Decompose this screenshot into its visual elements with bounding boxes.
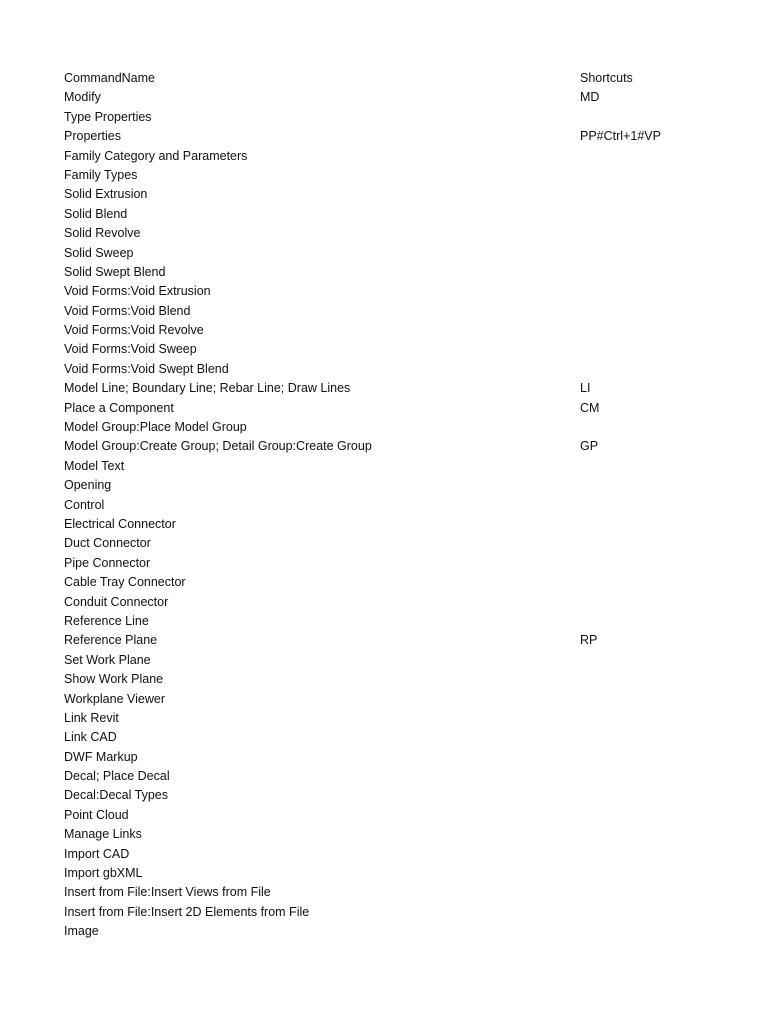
table-row (64, 690, 724, 709)
command-name-cell: Pipe Connector (64, 555, 151, 570)
command-name-cell: Model Group:Place Model Group (64, 420, 247, 435)
table-row (64, 554, 724, 573)
shortcut-cell: RP (580, 633, 598, 648)
table-row (64, 244, 724, 263)
command-name-cell: Control (64, 497, 105, 512)
command-name-cell: Solid Extrusion (64, 187, 148, 202)
table-row (64, 399, 724, 418)
table-row (64, 418, 724, 437)
table-row (64, 825, 724, 844)
table-row (64, 496, 724, 515)
table-row (64, 379, 724, 398)
command-name-cell: Model Line; Boundary Line; Rebar Line; Draw Lines (64, 381, 351, 396)
table-row (64, 476, 724, 495)
shortcut-cell: MD (580, 90, 600, 105)
table-row (64, 593, 724, 612)
command-name-cell: Place a Component (64, 400, 174, 415)
shortcut-cell: LI (580, 381, 591, 396)
table-row (64, 534, 724, 553)
command-name-cell: Model Group:Create Group; Detail Group:Create Group (64, 439, 372, 454)
table-row (64, 88, 724, 107)
table-row (64, 845, 724, 864)
table-row (64, 321, 724, 340)
command-name-cell: Family Types (64, 167, 138, 182)
command-name-cell: Cable Tray Connector (64, 575, 186, 590)
table-row (64, 922, 724, 941)
command-name-cell: Link Revit (64, 710, 119, 725)
command-name-cell: Void Forms:Void Sweep (64, 342, 197, 357)
command-name-cell: Opening (64, 478, 112, 493)
command-name-cell: Type Properties (64, 109, 152, 124)
table-body (64, 88, 724, 941)
table-row (64, 883, 724, 902)
table-row (64, 515, 724, 534)
command-name-cell: Solid Swept Blend (64, 264, 166, 279)
table-row (64, 457, 724, 476)
table-row (64, 748, 724, 767)
command-name-cell: Electrical Connector (64, 516, 176, 531)
command-name-cell: Modify (64, 90, 101, 105)
table-row (64, 573, 724, 592)
table-row (64, 612, 724, 631)
table-row (64, 437, 724, 456)
command-name-cell: Point Cloud (64, 807, 129, 822)
table-row (64, 709, 724, 728)
command-name-header: CommandName (64, 71, 156, 85)
command-name-cell: Manage Links (64, 827, 142, 842)
table-row (64, 360, 724, 379)
command-name-cell: Decal:Decal Types (64, 788, 168, 803)
command-name-cell: Void Forms:Void Extrusion (64, 284, 211, 299)
table-row (64, 864, 724, 883)
table-row (64, 282, 724, 301)
command-name-cell: Reference Plane (64, 633, 158, 648)
command-name-cell: Solid Revolve (64, 226, 141, 241)
command-name-cell: Void Forms:Void Revolve (64, 323, 204, 338)
table-row (64, 786, 724, 805)
shortcuts-header: Shortcuts (580, 71, 633, 85)
command-name-cell: Family Category and Parameters (64, 148, 248, 163)
shortcut-cell: CM (580, 400, 600, 415)
table-row (64, 767, 724, 786)
table-row (64, 263, 724, 282)
table-row (64, 728, 724, 747)
command-name-cell: Set Work Plane (64, 652, 151, 667)
command-name-cell: Link CAD (64, 730, 117, 745)
command-name-cell: Decal; Place Decal (64, 769, 170, 784)
command-name-cell: Solid Sweep (64, 245, 134, 260)
shortcut-table (64, 69, 724, 942)
command-name-cell: Properties (64, 129, 121, 144)
command-name-cell: Show Work Plane (64, 672, 164, 687)
command-name-cell: DWF Markup (64, 749, 138, 764)
table-row (64, 185, 724, 204)
table-row (64, 147, 724, 166)
command-name-cell: Insert from File:Insert Views from File (64, 885, 271, 900)
table-row (64, 127, 724, 146)
table-row (64, 670, 724, 689)
command-name-cell: Image (64, 924, 99, 939)
command-name-cell: Conduit Connector (64, 594, 169, 609)
table-row (64, 806, 724, 825)
command-name-cell: Reference Line (64, 613, 149, 628)
table-row (64, 340, 724, 359)
table-row (64, 302, 724, 321)
command-name-cell: Void Forms:Void Blend (64, 303, 191, 318)
table-row (64, 224, 724, 243)
table-row (64, 631, 724, 650)
command-name-cell: Workplane Viewer (64, 691, 165, 706)
command-name-cell: Import CAD (64, 846, 130, 861)
command-name-cell: Void Forms:Void Swept Blend (64, 361, 229, 376)
command-name-cell: Duct Connector (64, 536, 151, 551)
table-row (64, 903, 724, 922)
command-name-cell: Solid Blend (64, 206, 128, 221)
shortcut-cell: PP#Ctrl+1#VP (580, 129, 661, 144)
table-row (64, 166, 724, 185)
command-name-cell: Model Text (64, 458, 125, 473)
table-row (64, 205, 724, 224)
header-row (64, 69, 724, 88)
command-name-cell: Import gbXML (64, 866, 143, 881)
command-name-cell: Insert from File:Insert 2D Elements from File (64, 904, 310, 919)
shortcut-cell: GP (580, 439, 599, 454)
table-row (64, 651, 724, 670)
table-row (64, 108, 724, 127)
